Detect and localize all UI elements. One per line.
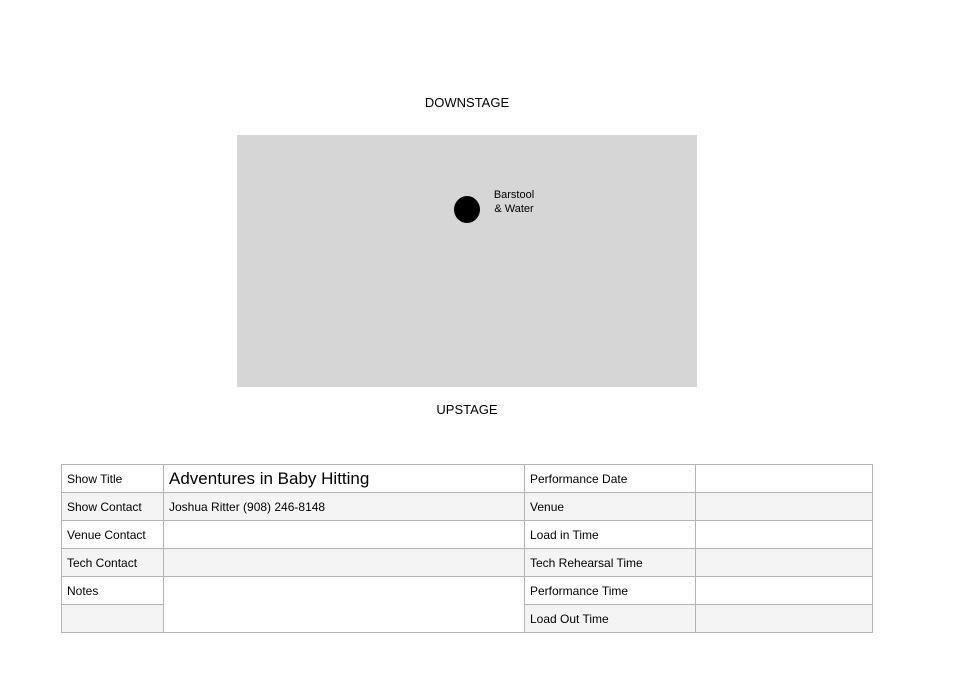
performance-date-label: Performance Date: [525, 465, 696, 493]
prop-label-line1: Barstool: [493, 189, 535, 201]
performance-date-value[interactable]: [696, 465, 873, 493]
tech-contact-value[interactable]: [164, 549, 525, 577]
load-in-time-value[interactable]: [696, 521, 873, 549]
performance-time-label: Performance Time: [525, 577, 696, 605]
tech-contact-label: Tech Contact: [62, 549, 164, 577]
load-out-time-value[interactable]: [696, 605, 873, 633]
venue-contact-value[interactable]: [164, 521, 525, 549]
downstage-label: DOWNSTAGE: [424, 95, 510, 110]
empty-label-cell: [62, 605, 164, 633]
table-row: [62, 465, 873, 493]
notes-value[interactable]: [164, 577, 525, 633]
performance-time-value[interactable]: [696, 577, 873, 605]
notes-label: Notes: [62, 577, 164, 605]
barstool-marker: [454, 196, 480, 223]
tech-rehearsal-time-label: Tech Rehearsal Time: [525, 549, 696, 577]
upstage-label: UPSTAGE: [436, 402, 498, 417]
venue-label: Venue: [525, 493, 696, 521]
prop-label: [487, 188, 541, 216]
load-in-time-label: Load in Time: [525, 521, 696, 549]
table-row: [62, 521, 873, 549]
prop-label-line2: & Water: [494, 203, 534, 215]
venue-value[interactable]: [696, 493, 873, 521]
load-out-time-label: Load Out Time: [525, 605, 696, 633]
venue-contact-label: Venue Contact: [62, 521, 164, 549]
show-title-label: Show Title: [62, 465, 164, 493]
show-contact-value[interactable]: Joshua Ritter (908) 246-8148: [164, 493, 525, 521]
table-row: [62, 577, 873, 605]
stage-plot: [237, 135, 697, 387]
table-row: [62, 493, 873, 521]
show-contact-label: Show Contact: [62, 493, 164, 521]
show-info-table: [61, 464, 873, 633]
show-title-value[interactable]: Adventures in Baby Hitting: [164, 465, 525, 493]
table-row: [62, 549, 873, 577]
tech-rehearsal-time-value[interactable]: [696, 549, 873, 577]
